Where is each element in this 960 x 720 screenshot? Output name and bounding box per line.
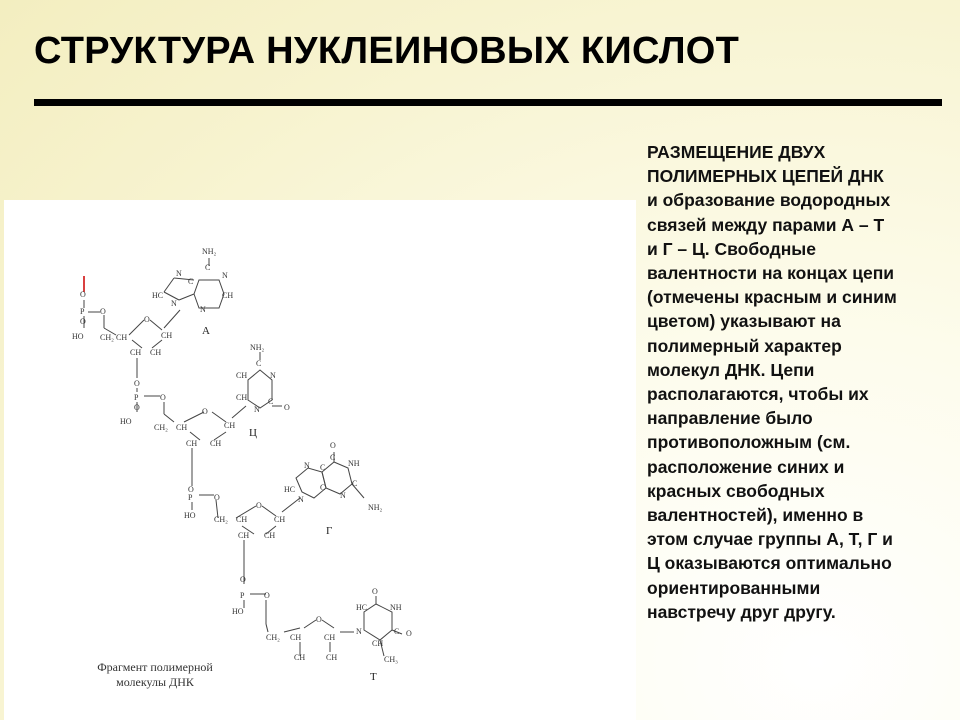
svg-text:O: O xyxy=(406,629,412,638)
svg-text:C: C xyxy=(268,397,274,406)
svg-text:CH: CH xyxy=(236,515,248,524)
svg-text:NH: NH xyxy=(390,603,402,612)
svg-text:CH: CH xyxy=(236,371,248,380)
svg-text:O: O xyxy=(80,290,86,299)
svg-text:CH: CH xyxy=(290,633,302,642)
svg-text:HO: HO xyxy=(232,607,244,616)
svg-text:NH₂: NH₂ xyxy=(368,503,383,512)
svg-text:CH: CH xyxy=(238,531,250,540)
svg-text:CH₂: CH₂ xyxy=(214,515,228,524)
title-divider xyxy=(34,99,942,106)
svg-text:O: O xyxy=(284,403,290,412)
svg-text:C: C xyxy=(256,359,262,368)
svg-text:P: P xyxy=(188,493,193,502)
svg-text:CH: CH xyxy=(236,393,248,402)
svg-text:CH: CH xyxy=(210,439,222,448)
base-label-guanine xyxy=(326,523,332,535)
base-label-thymine xyxy=(370,669,377,681)
description-text: РАЗМЕЩЕНИЕ ДВУХ ПОЛИМЕРНЫХ ЦЕПЕЙ ДНК и образование водородных связей между парами А – Т и Г – Ц. Свободные валентности на концах цепи (отмечены красным и синим цветом) указывают на полимерный характер молекул ДНК. Цепи располагаются, чтобы их направление было противоположным (см. расположение синих и красных свободных валентностей), именно в этом случае группы А, Т, Г и Ц оказываются оптимально ориентированными навстречу друг другу. xyxy=(647,142,897,622)
svg-text:O: O xyxy=(160,393,166,402)
svg-text:CH₂: CH₂ xyxy=(154,423,168,432)
svg-text:NH₂: NH₂ xyxy=(202,247,217,256)
svg-text:O: O xyxy=(134,403,140,412)
svg-text:O: O xyxy=(80,317,86,326)
dna-structure-diagram xyxy=(4,200,636,720)
svg-text:HC: HC xyxy=(284,485,296,494)
svg-text:O: O xyxy=(134,379,140,388)
svg-text:CH: CH xyxy=(130,348,142,357)
svg-text:CH₂: CH₂ xyxy=(100,333,114,342)
svg-text:O: O xyxy=(372,587,378,596)
svg-text:CH: CH xyxy=(222,291,234,300)
svg-text:O: O xyxy=(240,575,246,584)
svg-text:P: P xyxy=(80,307,85,316)
base-label-adenine xyxy=(202,323,210,335)
svg-text:CH: CH xyxy=(372,639,384,648)
svg-text:CH: CH xyxy=(274,515,286,524)
svg-text:HO: HO xyxy=(120,417,132,426)
svg-text:N: N xyxy=(176,269,182,278)
svg-text:Г: Г xyxy=(326,525,333,537)
slide-title: СТРУКТУРА НУКЛЕИНОВЫХ КИСЛОТ xyxy=(34,30,740,72)
svg-text:C: C xyxy=(205,263,211,272)
svg-text:N: N xyxy=(171,299,177,308)
svg-text:CH: CH xyxy=(224,421,236,430)
svg-text:CH: CH xyxy=(176,423,188,432)
svg-text:N: N xyxy=(304,461,310,470)
svg-text:P: P xyxy=(134,393,139,402)
svg-text:CH: CH xyxy=(324,633,336,642)
svg-text:HC: HC xyxy=(152,291,164,300)
figure-caption xyxy=(55,660,255,690)
svg-text:O: O xyxy=(330,441,336,450)
svg-text:O: O xyxy=(188,485,194,494)
svg-text:N: N xyxy=(200,305,206,314)
svg-text:NH: NH xyxy=(348,459,360,468)
svg-text:Т: Т xyxy=(370,671,377,683)
svg-text:C: C xyxy=(394,627,400,636)
svg-text:CH₃: CH₃ xyxy=(384,655,398,664)
svg-text:N: N xyxy=(356,627,362,636)
svg-text:Ц: Ц xyxy=(249,427,257,439)
svg-text:N: N xyxy=(222,271,228,280)
svg-text:C: C xyxy=(188,277,194,286)
svg-text:C: C xyxy=(320,483,326,492)
svg-text:HO: HO xyxy=(184,511,196,520)
svg-text:O: O xyxy=(100,307,106,316)
svg-text:O: O xyxy=(144,315,150,324)
svg-text:O: O xyxy=(202,407,208,416)
base-label-cytosine xyxy=(249,425,257,437)
caption-line-2: молекулы ДНК xyxy=(116,675,194,689)
svg-text:CH: CH xyxy=(294,653,306,662)
svg-text:C: C xyxy=(352,479,358,488)
svg-text:NH₂: NH₂ xyxy=(250,343,265,352)
svg-text:CH₂: CH₂ xyxy=(266,633,280,642)
svg-text:N: N xyxy=(270,371,276,380)
svg-text:O: O xyxy=(256,501,262,510)
svg-text:C: C xyxy=(330,453,336,462)
atom-nh2 xyxy=(4,200,6,201)
svg-text:O: O xyxy=(316,615,322,624)
svg-text:HC: HC xyxy=(356,603,368,612)
svg-text:CH: CH xyxy=(186,439,198,448)
svg-text:N: N xyxy=(340,491,346,500)
svg-text:CH: CH xyxy=(264,531,276,540)
dna-fragment-figure xyxy=(4,200,636,720)
svg-text:N: N xyxy=(298,495,304,504)
svg-text:CH: CH xyxy=(326,653,338,662)
svg-text:CH: CH xyxy=(116,333,128,342)
svg-text:HO: HO xyxy=(72,332,84,341)
svg-text:O: O xyxy=(264,591,270,600)
svg-text:CH: CH xyxy=(161,331,173,340)
svg-text:O: O xyxy=(214,493,220,502)
svg-text:P: P xyxy=(240,591,245,600)
svg-text:N: N xyxy=(254,405,260,414)
svg-text:А: А xyxy=(202,325,210,337)
caption-line-1: Фрагмент полимерной xyxy=(97,660,213,674)
svg-text:CH: CH xyxy=(150,348,162,357)
svg-text:C: C xyxy=(320,463,326,472)
